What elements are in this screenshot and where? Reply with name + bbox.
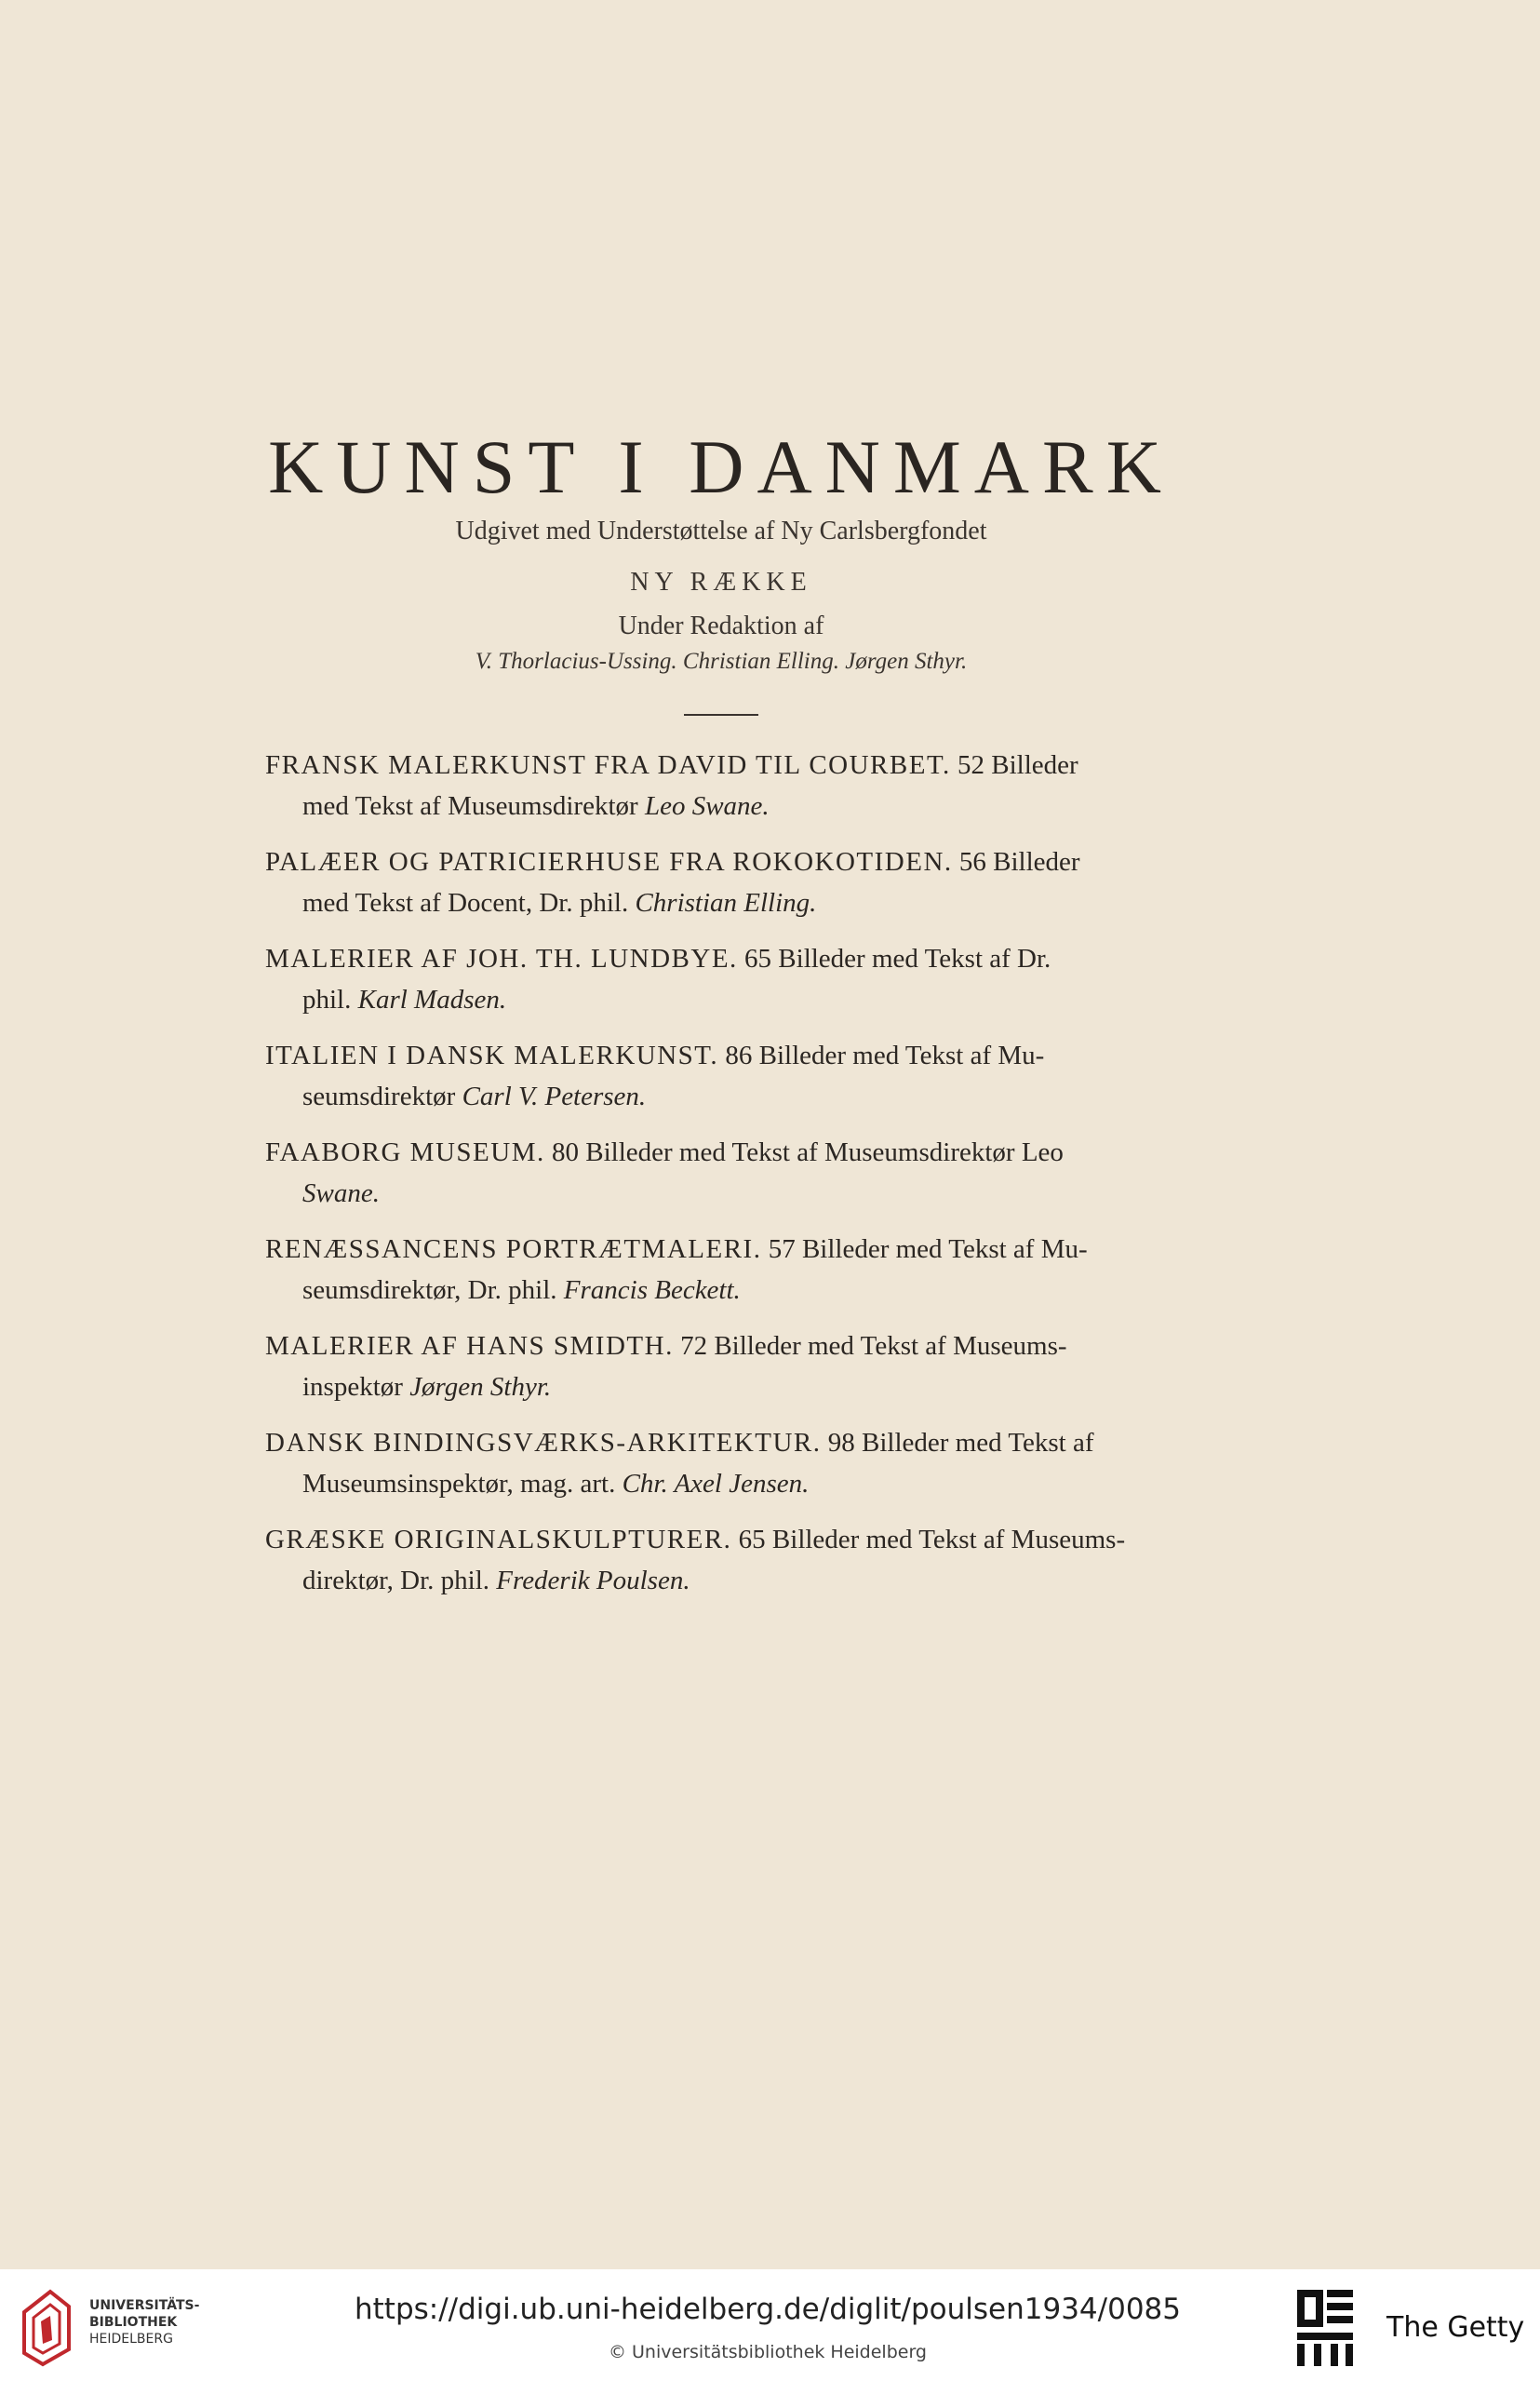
list-item: [265, 1325, 1186, 1407]
list-item: [265, 1132, 1186, 1214]
volume-author: Christian Elling.: [635, 888, 817, 918]
volume-title: FRANSK MALERKUNST FRA DAVID TIL COURBET.: [265, 750, 951, 780]
volume-author: Francis Beckett.: [563, 1275, 741, 1305]
volume-author: Jørgen Sthyr.: [409, 1372, 552, 1402]
copyright-notice: © Universitätsbibliothek Heidelberg: [608, 2342, 927, 2362]
ub-heidelberg-logo-icon[interactable]: [17, 2284, 76, 2368]
volume-info: 72 Billeder med Tekst af Museums-: [673, 1331, 1067, 1361]
list-item: [265, 745, 1186, 827]
volume-list: [265, 745, 1186, 1616]
volume-info-cont: Museumsinspektør, mag. art.: [302, 1469, 623, 1499]
volume-title: MALERIER AF JOH. TH. LUNDBYE.: [265, 944, 738, 974]
volume-author: Swane.: [302, 1178, 380, 1208]
list-item: [265, 1422, 1186, 1504]
library-name-line3: HEIDELBERG: [89, 2332, 173, 2347]
getty-logo-icon[interactable]: [1293, 2286, 1359, 2370]
volume-title: DANSK BINDINGSVÆRKS-ARKITEKTUR.: [265, 1428, 822, 1458]
list-item: [265, 1519, 1186, 1601]
list-item: [265, 1035, 1186, 1117]
editors-line: V. Thorlacius-Ussing. Christian Elling. Jørgen Sthyr.: [475, 649, 968, 674]
volume-title: GRÆSKE ORIGINALSKULPTURER.: [265, 1525, 732, 1554]
partner-name[interactable]: The Getty: [1386, 2311, 1525, 2344]
viewer-footer: [0, 2269, 1540, 2381]
volume-info-cont: direktør, Dr. phil.: [302, 1566, 497, 1595]
volume-title: MALERIER AF HANS SMIDTH.: [265, 1331, 674, 1361]
volume-info: 56 Billeder: [952, 847, 1080, 877]
volume-info: 57 Billeder med Tekst af Mu-: [761, 1234, 1088, 1264]
volume-author: Karl Madsen.: [357, 985, 507, 1015]
volume-title: ITALIEN I DANSK MALERKUNST.: [265, 1041, 719, 1070]
volume-info: 86 Billeder med Tekst af Mu-: [718, 1041, 1045, 1070]
volume-info: 65 Billeder med Tekst af Dr.: [737, 944, 1051, 974]
series-label: NY RÆKKE: [630, 568, 812, 597]
volume-title: RENÆSSANCENS PORTRÆTMALERI.: [265, 1234, 762, 1264]
list-item: [265, 841, 1186, 923]
volume-info: 98 Billeder med Tekst af: [821, 1428, 1094, 1458]
permalink-url[interactable]: https://digi.ub.uni-heidelberg.de/diglit/poulsen1934/0085: [355, 2293, 1181, 2326]
volume-author: Chr. Axel Jensen.: [622, 1469, 810, 1499]
volume-info-cont: med Tekst af Docent, Dr. phil.: [302, 888, 636, 918]
volume-info-cont: seumsdirektør: [302, 1082, 462, 1111]
volume-info-cont: seumsdirektør, Dr. phil.: [302, 1275, 564, 1305]
volume-info-cont: phil.: [302, 985, 358, 1015]
editorship-label: Under Redaktion af: [618, 612, 824, 640]
volume-info: 80 Billeder med Tekst af Museumsdirektør Leo: [544, 1137, 1064, 1167]
volume-title: FAABORG MUSEUM.: [265, 1137, 545, 1167]
volume-info-cont: inspektør: [302, 1372, 410, 1402]
library-name-line1: UNIVERSITÄTS-: [89, 2298, 200, 2313]
library-name: [89, 2297, 199, 2347]
list-item: [265, 938, 1186, 1020]
volume-info-cont: med Tekst af Museumsdirektør: [302, 791, 645, 821]
subtitle: Udgivet med Understøttelse af Ny Carlsbergfondet: [455, 517, 987, 545]
divider-rule: [684, 714, 758, 716]
volume-author: Frederik Poulsen.: [496, 1566, 690, 1595]
volume-author: Leo Swane.: [644, 791, 770, 821]
library-name-line2: BIBLIOTHEK: [89, 2315, 178, 2330]
volume-author: Carl V. Petersen.: [462, 1082, 647, 1111]
volume-info: 65 Billeder med Tekst af Museums-: [731, 1525, 1126, 1554]
volume-title: PALÆER OG PATRICIERHUSE FRA ROKOKOTIDEN.: [265, 847, 953, 877]
list-item: [265, 1229, 1186, 1311]
book-title: KUNST I DANMARK: [268, 424, 1174, 509]
volume-info: 52 Billeder: [950, 750, 1078, 780]
